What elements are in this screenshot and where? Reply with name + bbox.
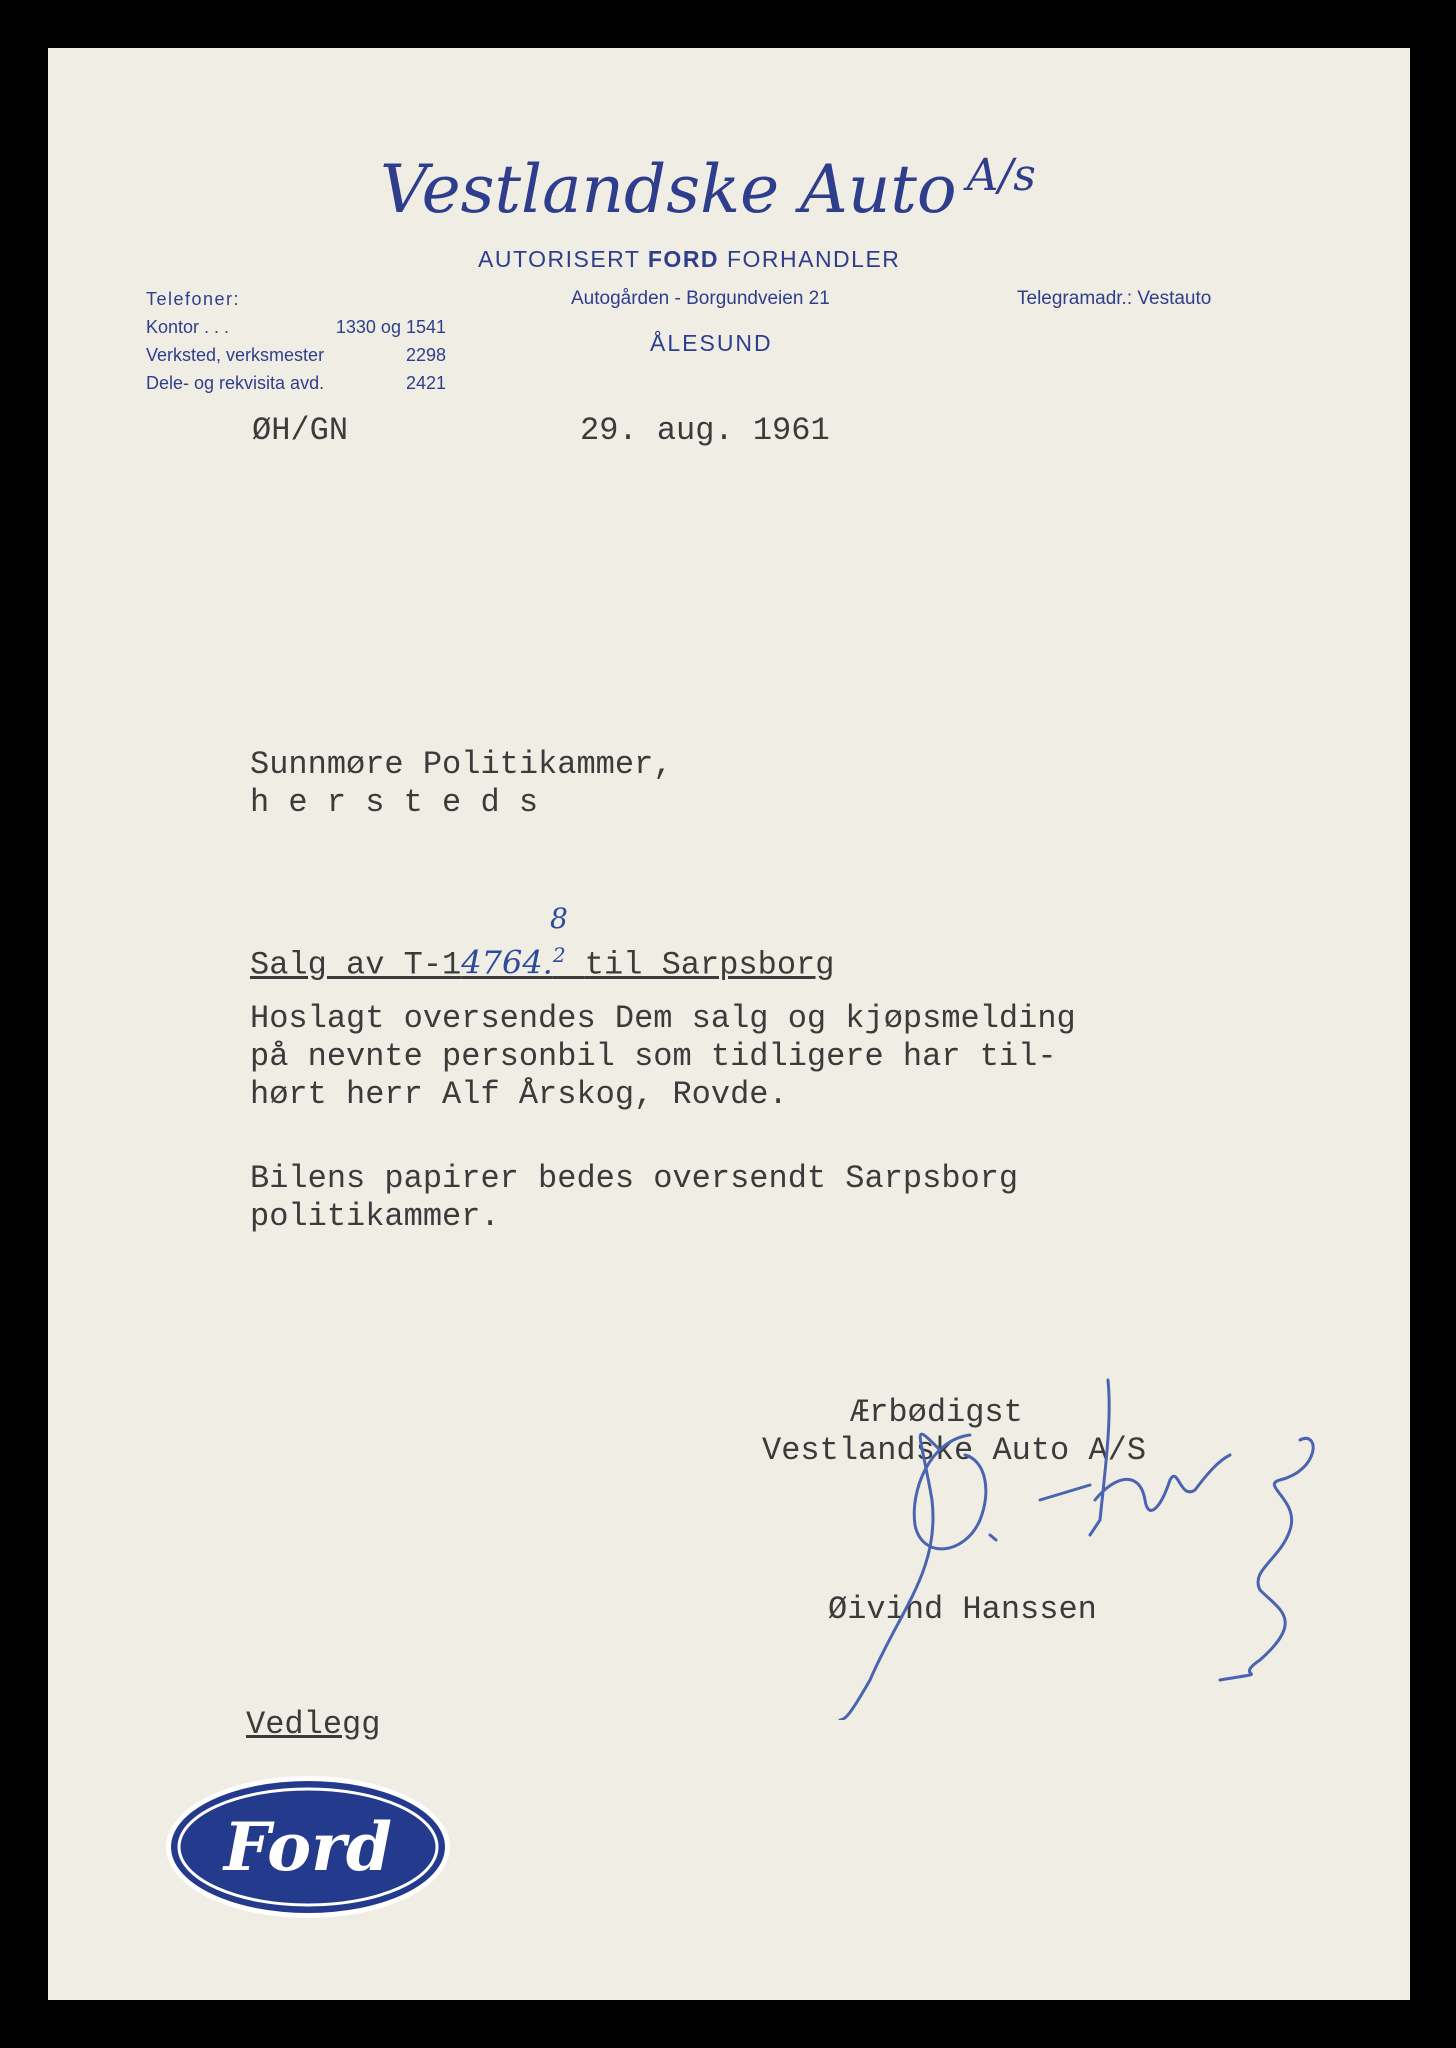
dealer-line: AUTORISERT FORD FORHANDLER: [478, 246, 901, 272]
handwritten-superscript: 2: [552, 943, 566, 967]
company-city: ÅLESUND: [650, 330, 773, 356]
telephone-row: Verksted, verksmester 2298: [146, 345, 446, 365]
closing-salutation: Ærbødigst: [850, 1394, 1023, 1431]
recipient: Sunnmøre Politikammer, h e r s t e d s: [250, 746, 673, 821]
subject-correction: 8: [550, 902, 568, 935]
company-name: Vestlandske Auto $^{A/s}$: [380, 150, 1036, 228]
telephone-block: [146, 285, 446, 397]
company-address: Autogården - Borgundveien 21: [571, 288, 830, 309]
ford-logo-text: Ford: [223, 1808, 393, 1886]
telephone-row: Kontor . . . 1330 og 1541: [146, 317, 446, 337]
ford-logo: [164, 1774, 452, 1925]
telegram-address: Telegramadr.: Vestauto: [1017, 288, 1212, 309]
closing-company: Vestlandske Auto A/S: [762, 1432, 1147, 1469]
handwritten-signature: [760, 1360, 1320, 1720]
subject-line: Salg av T-14764.$^2$ til Sarpsborg: [250, 943, 835, 984]
reference-code: ØH/GN: [252, 412, 349, 449]
signer-name: Øivind Hanssen: [828, 1591, 1097, 1628]
body-paragraph-1: Hoslagt oversendes Dem salg og kjøpsmelding på nevnte personbil som tidligere har til- hørt herr Alf Årskog, Rovde.: [250, 1000, 1076, 1113]
telephone-row: Dele- og rekvisita avd. 2421: [146, 373, 446, 393]
handwritten-plate: 4764.: [461, 943, 553, 982]
company-suffix: A/s: [966, 150, 1036, 201]
telephone-heading: Telefoner:: [146, 289, 241, 309]
attachment-label: Vedlegg: [246, 1706, 381, 1743]
body-paragraph-2: Bilens papirer bedes oversendt Sarpsborg politikammer.: [250, 1160, 1019, 1235]
letter-date: 29. aug. 1961: [580, 412, 830, 449]
